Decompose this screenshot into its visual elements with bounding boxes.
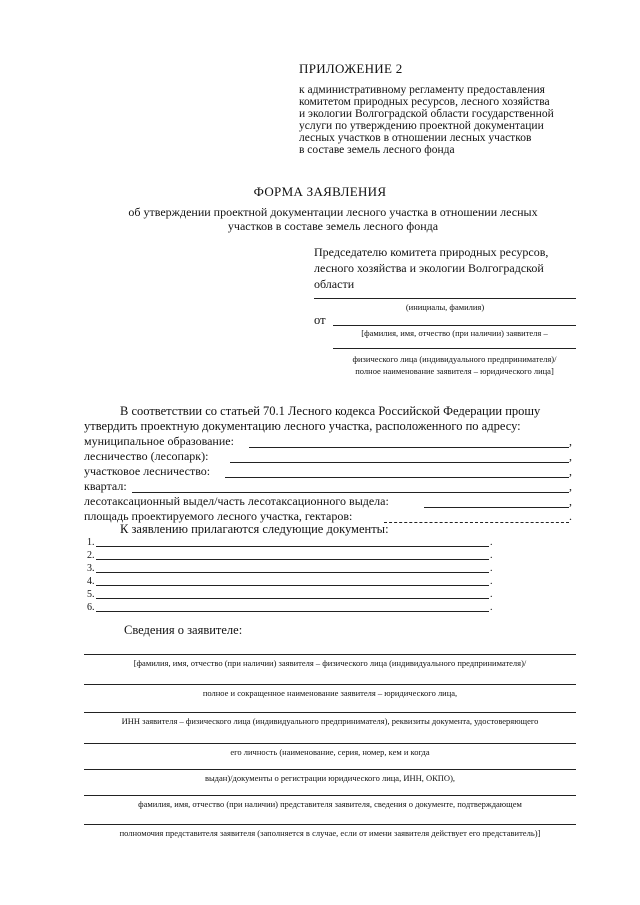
applicant-field-7[interactable] [84,824,576,825]
doc-number: 1. [87,537,95,548]
appendix-line: и экологии Волгоградской области государственной [299,108,554,120]
field-end: , [569,479,572,493]
field-label-forestry: лесничество (лесопарк): [84,449,209,463]
applicant-caption: выдан)/документы о регистрации юридического лица, ИНН, ОКПО), [204,773,456,783]
doc-number: 5. [87,589,95,600]
doc-end: . [490,563,493,574]
applicant-caption: полное и сокращенное наименование заявителя – юридического лица, [202,688,458,698]
addressee-line: области [314,277,355,291]
appendix-title: ПРИЛОЖЕНИЕ 2 [299,61,403,76]
allotment-field[interactable] [424,507,569,508]
district-forestry-field[interactable] [225,477,569,478]
initials-caption: (инициалы, фамилия) [405,302,485,312]
applicant-caption: ИНН заявителя – физического лица (индивидуального предпринимателя), реквизиты документа, удостоверяющего [121,716,539,726]
doc-number: 2. [87,550,95,561]
applicant-caption: [фамилия, имя, отчество (при наличии) заявителя – физического лица (индивидуального предпринимателя)/ [133,658,527,668]
doc-end: . [490,550,493,561]
appendix-line: к административному регламенту предоставления [299,84,545,96]
addressee-line: лесного хозяйства и экологии Волгоградской [314,261,544,275]
doc-end: . [490,576,493,587]
doc-number: 3. [87,563,95,574]
appendix-line: лесных участков в отношении лесных участков [299,132,532,144]
field-label-allotment: лесотаксационный выдел/часть лесотаксационного выдела: [84,494,389,508]
quarter-field[interactable] [132,492,569,493]
docs-intro: К заявлению прилагаются следующие документы: [120,522,389,536]
from-label: от [314,313,326,327]
field-end: , [569,434,572,448]
field-end: , [569,494,572,508]
appendix-line: услуги по утверждению проектной документации [299,120,544,132]
doc-end: . [490,537,493,548]
doc-field-6[interactable] [96,611,489,612]
applicant-field-3[interactable] [84,712,576,713]
form-subtitle-line: участков в составе земель лесного фонда [227,219,439,233]
from-caption: [фамилия, имя, отчество (при наличии) заявителя – [361,328,548,338]
from-caption: физического лица (индивидуального предпринимателя)/ [352,354,557,364]
doc-number: 6. [87,602,95,613]
doc-field-2[interactable] [96,559,489,560]
doc-end: . [490,589,493,600]
doc-field-5[interactable] [96,598,489,599]
applicant-name-field[interactable] [333,325,576,326]
doc-number: 4. [87,576,95,587]
doc-end: . [490,602,493,613]
doc-field-1[interactable] [96,546,489,547]
applicant-name-field-2[interactable] [333,348,576,349]
applicant-field-4[interactable] [84,743,576,744]
applicant-field-1[interactable] [84,654,576,655]
doc-field-3[interactable] [96,572,489,573]
field-label-municipality: муниципальное образование: [84,434,234,448]
field-label-area: площадь проектируемого лесного участка, гектаров: [84,509,353,523]
form-title: ФОРМА ЗАЯВЛЕНИЯ [253,184,387,199]
field-label-quarter: квартал: [84,479,127,493]
applicant-caption: полномочия представителя заявителя (заполняется в случае, если от имени заявителя действует его представитель)] [119,828,541,838]
intro-text: В соответствии со статьей 70.1 Лесного кодекса Российской Федерации прошу [120,404,541,418]
appendix-line: комитетом природных ресурсов, лесного хозяйства [299,96,550,108]
doc-field-4[interactable] [96,585,489,586]
municipality-field[interactable] [249,447,569,448]
forestry-field[interactable] [230,462,569,463]
applicant-field-6[interactable] [84,795,576,796]
applicant-field-2[interactable] [84,684,576,685]
applicant-caption: фамилия, имя, отчество (при наличии) представителя заявителя, сведения о документе, подтверждающем [138,799,522,809]
initials-field[interactable] [314,298,576,299]
form-subtitle-line: об утверждении проектной документации лесного участка в отношении лесных [128,205,538,219]
intro-text: утвердить проектную документацию лесного участка, расположенного по адресу: [84,419,521,433]
appendix-line: в составе земель лесного фонда [299,144,455,156]
field-end: , [569,464,572,478]
applicant-heading: Сведения о заявителе: [124,623,243,637]
applicant-field-5[interactable] [84,769,576,770]
field-end: . [569,509,572,523]
from-caption: полное наименование заявителя – юридического лица] [355,366,554,376]
area-field[interactable] [384,522,569,523]
field-label-district-forestry: участковое лесничество: [84,464,211,478]
addressee-line: Председателю комитета природных ресурсов, [314,245,549,259]
applicant-caption: его личность (наименование, серия, номер, кем и когда [230,747,430,757]
field-end: , [569,449,572,463]
